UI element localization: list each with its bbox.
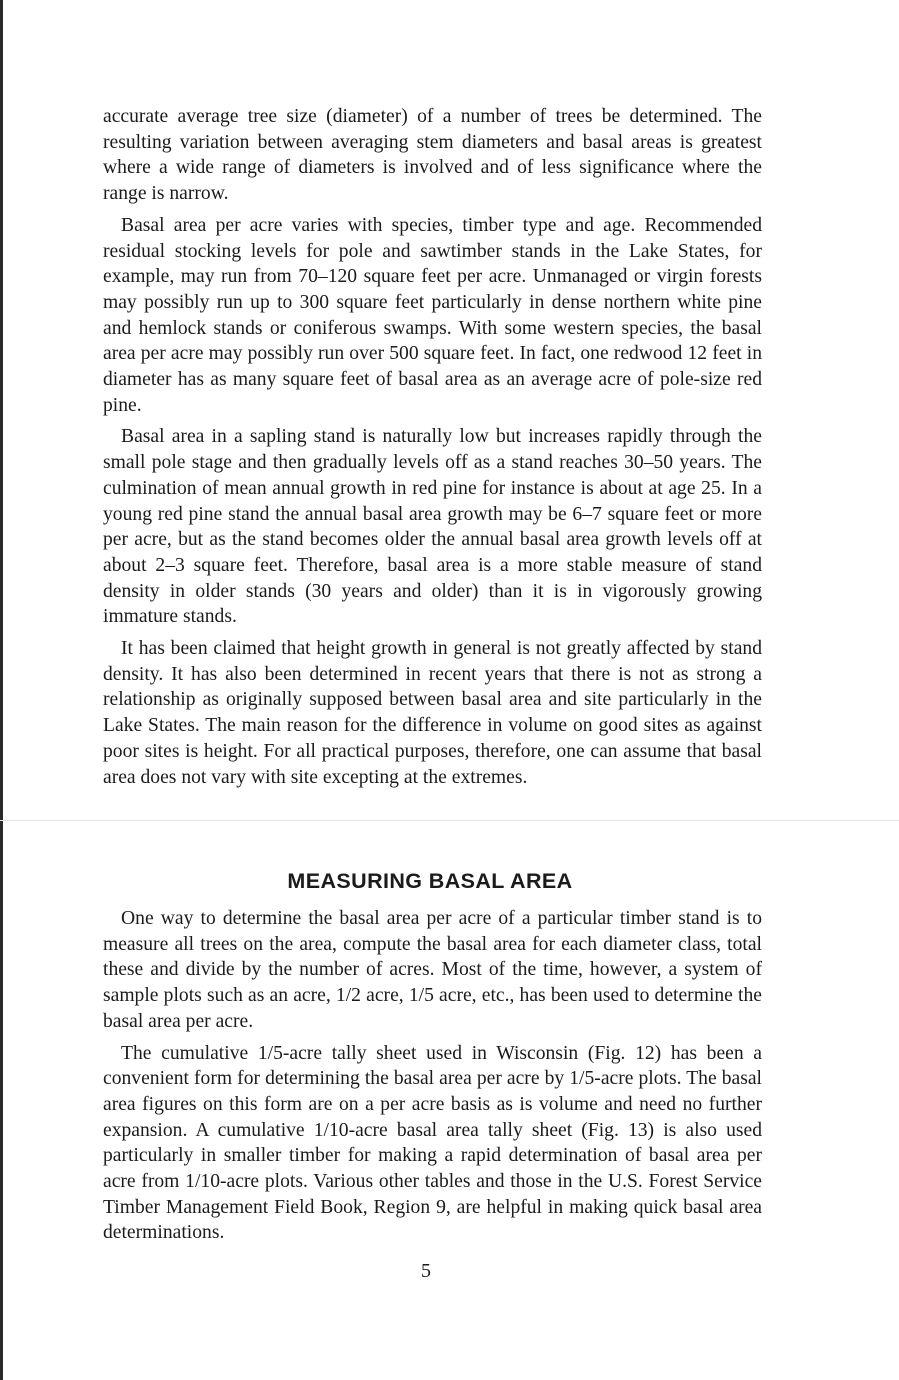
paragraph-sapling-stand: Basal area in a sapling stand is naturally low but increases rapidly through the small pole stage and then gradually levels off as a stand reaches 30–50 years. The culmination of mean annual growth in red pine for instance is about at age 25. In a young red pine stand the annual basal area growth may be 6–7 square feet or more per acre, but as the stand becomes older the annual basal area growth levels off at about 2–3 square feet. Therefore, basal area is a more stable measure of stand density in older stands (30 years and older) than it is in vigorously growing immature stands. (103, 426, 762, 628)
paragraph-continuation: accurate average tree size (diameter) of a number of trees be determined. The resulting variation between averaging stem diameters and basal areas is greatest where a wide range of diameters is involved and of less significance where the range is narrow. (103, 106, 762, 205)
page-number: 5 (421, 1260, 431, 1282)
top-text-block (103, 104, 762, 796)
page-edge (0, 0, 3, 1380)
section-heading: MEASURING BASAL AREA (287, 869, 573, 893)
paragraph-tally-sheets: The cumulative 1/5-acre tally sheet used in Wisconsin (Fig. 12) has been a convenient form for determining the basal area per acre by 1/5-acre plots. The basal area figures on this form are on a per acre basis as is volume and need no further expansion. A cumulative 1/10-acre basal area tally sheet (Fig. 13) is also used particularly in smaller timber for making a rapid determination of basal area per acre from 1/10-acre plots. Various other tables and those in the U.S. Forest Service Timber Management Field Book, Region 9, are helpful in making quick basal area determinations. (103, 1042, 762, 1244)
paragraph-height-growth: It has been claimed that height growth in general is not greatly affected by stand density. It has also been determined in recent years that there is not as strong a relationship as originally supposed between basal area and site particularly in the Lake States. The main reason for the difference in volume on good sites as against poor sites is height. For all practical purposes, therefore, one can assume that basal area does not vary with site excepting at the extremes. (103, 638, 762, 788)
fold-line (0, 820, 899, 821)
section-text-block (103, 906, 762, 1252)
paragraph-basal-area-variation: Basal area per acre varies with species, timber type and age. Recommended residual stocking levels for pole and sawtimber stands in the Lake States, for example, may run from 70–120 square feet per acre. Unmanaged or virgin forests may possibly run up to 300 square feet particularly in dense northern white pine and hemlock stands or coniferous swamps. With some western species, the basal area per acre may possibly run over 500 square feet. In fact, one redwood 12 feet in diameter has as many square feet of basal area as an average acre of pole-size red pine. (103, 214, 762, 416)
paragraph-measure-all-trees: One way to determine the basal area per acre of a particular timber stand is to measure all trees on the area, compute the basal area for each diameter class, total these and divide by the number of acres. Most of the time, however, a system of sample plots such as an acre, 1/2 acre, 1/5 acre, etc., has been used to determine the basal area per acre. (103, 908, 762, 1032)
